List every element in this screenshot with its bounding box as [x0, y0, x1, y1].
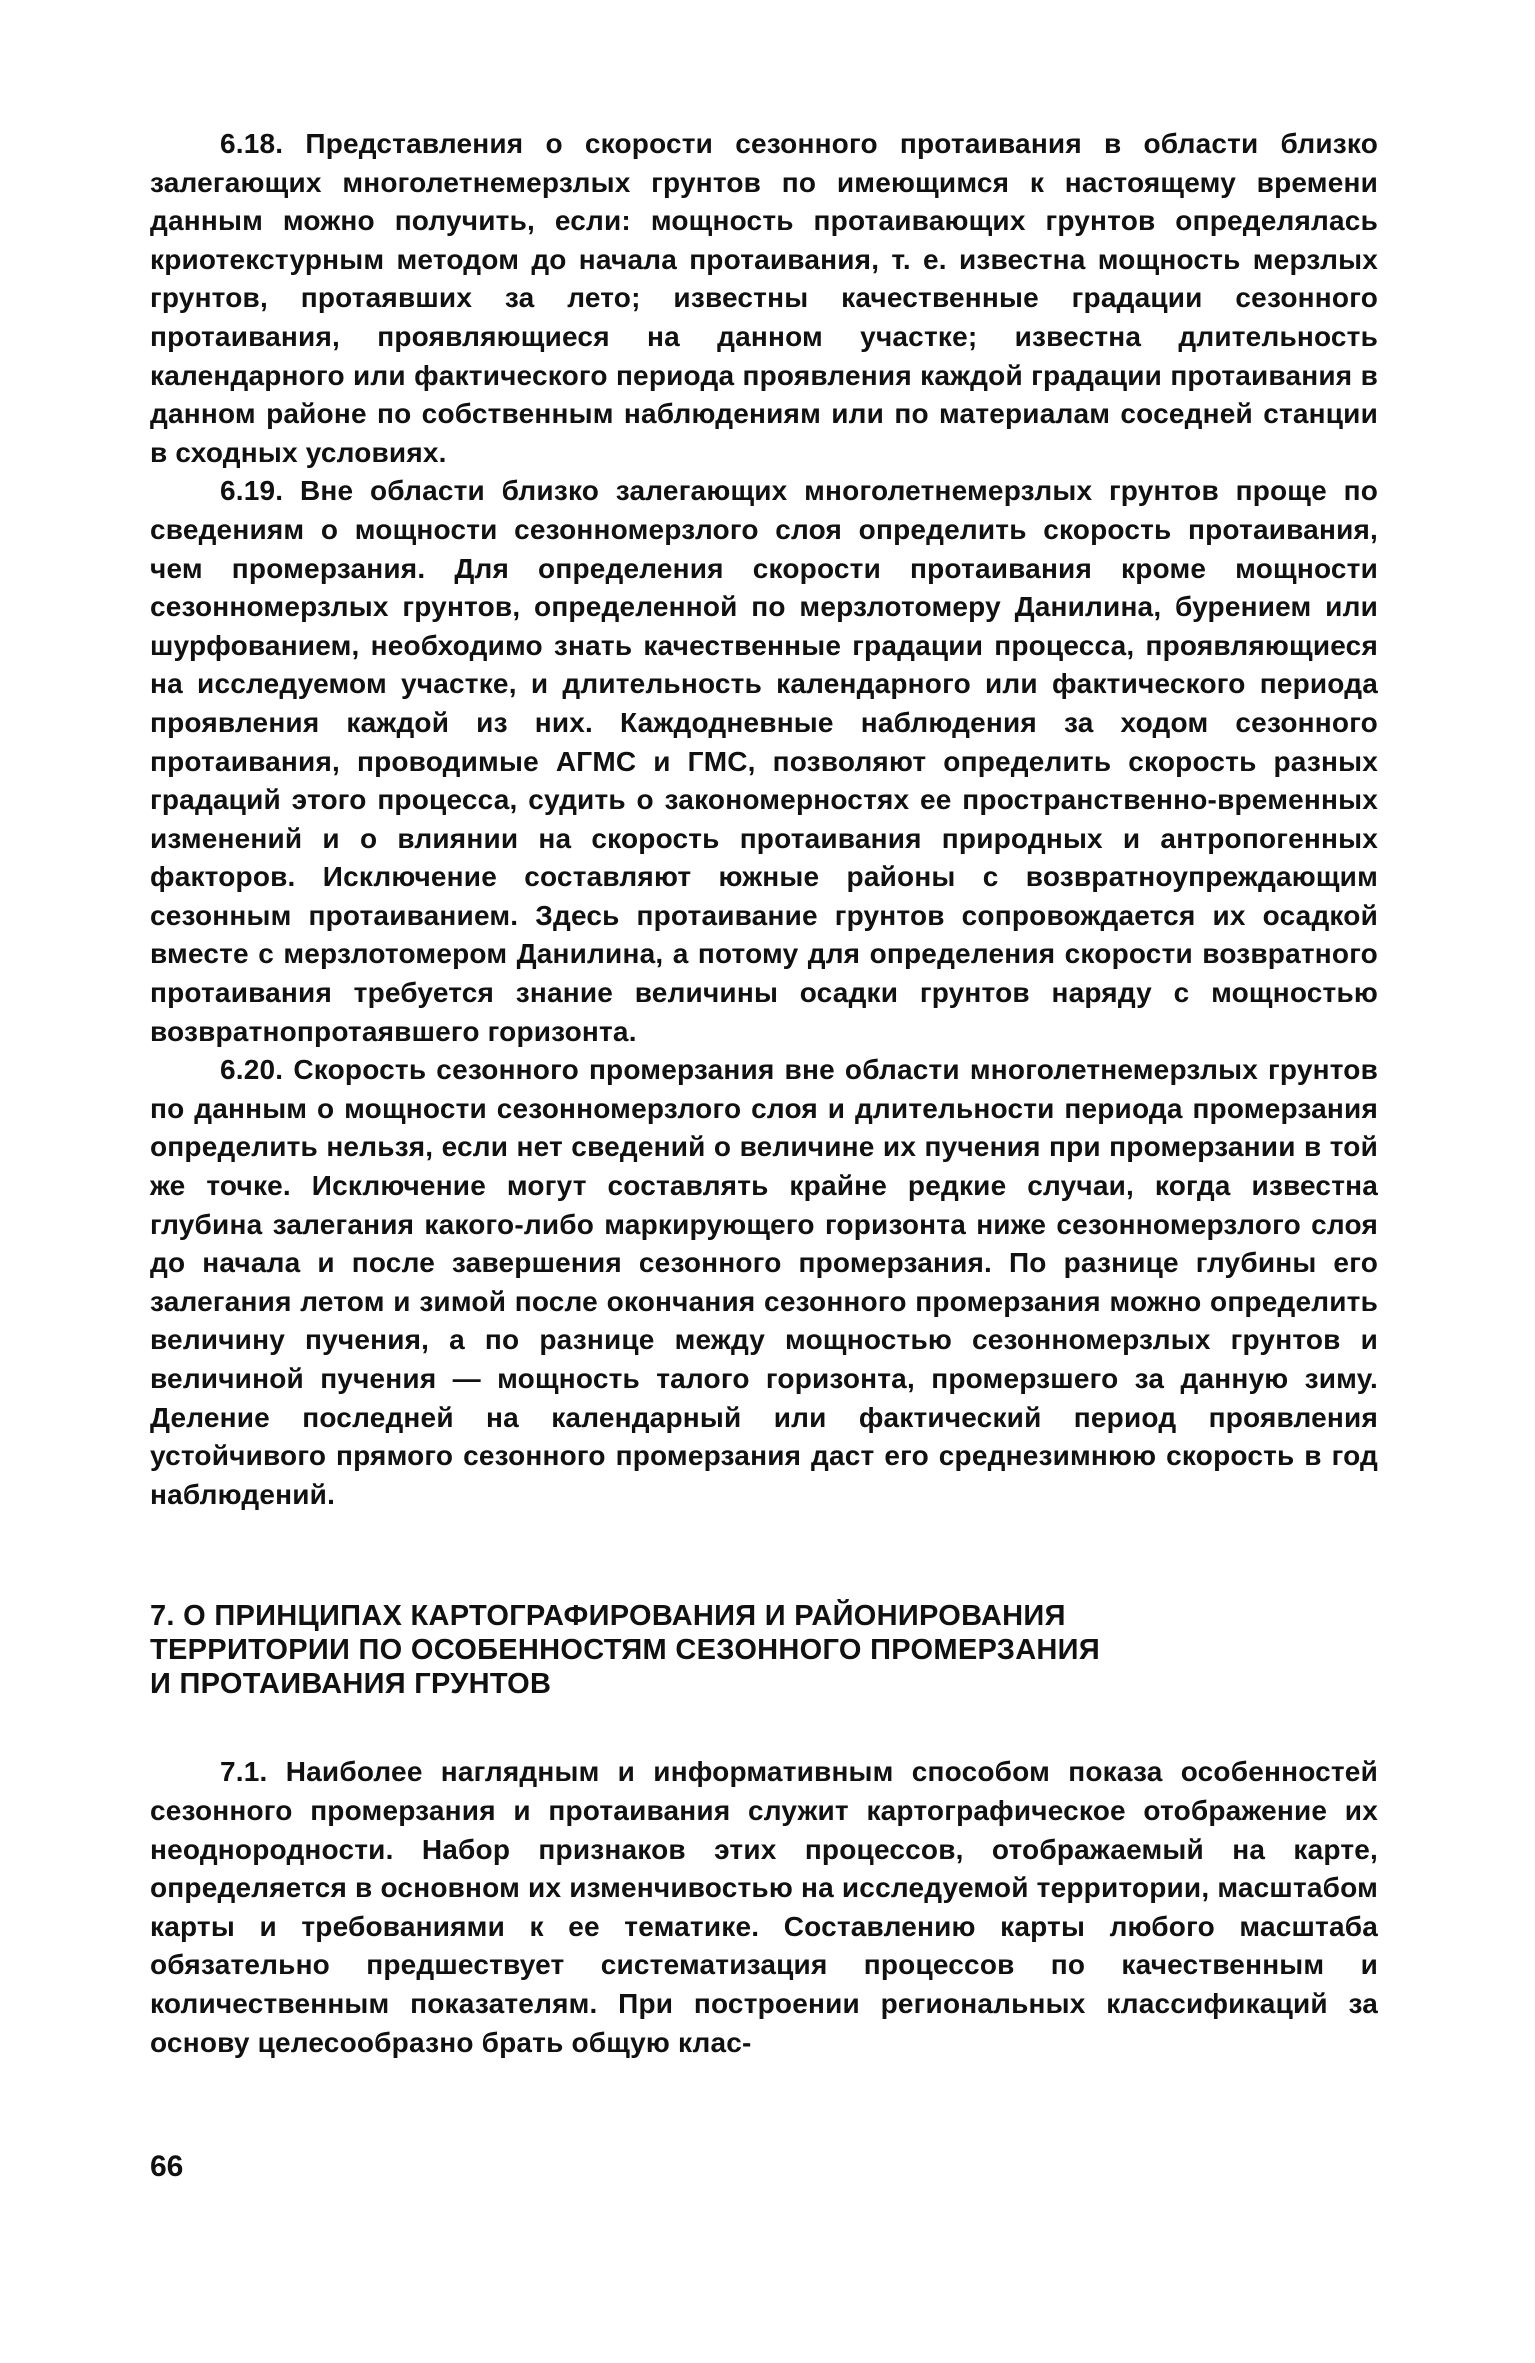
paragraph-text: Вне области близко залегающих многолетнемерзлых грунтов проще по сведениям о мощности сезонномерзлого слоя определить скорость протаивания, чем промерзания. Для определения скорости протаивания кроме мощности сезонномерзлых грунтов, определенной по мерзлотомеру Данилина, бурением или шурфованием, необходимо знать качественные градации процесса, проявляющиеся на исследуемом участке, и длительность календарного или фактического периода проявления каждой из них. Каждодневные наблюдения за ходом сезонного протаивания, проводимые АГМС и ГМС, позволяют определить скорость разных градаций этого процесса, судить о закономерностях ее пространственно-временных изменений и о влиянии на скорость протаивания природных и антропогенных факторов. Исключение составляют южные районы с возвратноупреждающим сезонным протаиванием. Здесь протаивание грунтов сопровождается их осадкой вместе с мерзлотомером Данилина, а потому для определения скорости возвратного протаивания требуется знание величины осадки грунтов наряду с мощностью возвратнопротаявшего горизонта. — [150, 475, 1379, 1047]
paragraph-6-20 — [150, 1051, 1378, 1514]
section-heading-line: ТЕРРИТОРИИ ПО ОСОБЕННОСТЯМ СЕЗОННОГО ПРОМЕРЗАНИЯ — [150, 1634, 1100, 1667]
document-page — [150, 125, 1378, 2062]
paragraph-text: Скорость сезонного промерзания вне области многолетнемерзлых грунтов по данным о мощности сезонномерзлого слоя и длительности периода промерзания определить нельзя, если нет сведений о величине их пучения при промерзании в той же точке. Исключение могут составлять крайне редкие случаи, когда известна глубина залегания какого-либо маркирующего горизонта ниже сезонномерзлого слоя до начала и после завершения сезонного промерзания. По разнице глубины его залегания летом и зимой после окончания сезонного промерзания можно определить величину пучения, а по разнице между мощностью сезонномерзлых грунтов и величиной пучения — мощность талого горизонта, промерзшего за данную зиму. Деление последней на календарный или фактический период проявления устойчивого прямого сезонного промерзания даст его среднезимнюю скорость в год наблюдений. — [150, 1054, 1378, 1510]
paragraph-6-19 — [150, 472, 1378, 1051]
paragraph-number: 6.18. — [220, 128, 284, 159]
section-heading-line: 7. О ПРИНЦИПАХ КАРТОГРАФИРОВАНИЯ И РАЙОНИРОВАНИЯ — [150, 1600, 1066, 1633]
paragraph-7-1 — [150, 1753, 1378, 2062]
page-number: 66 — [150, 2150, 184, 2183]
section-heading — [150, 1599, 1378, 1701]
paragraph-text: Представления о скорости сезонного протаивания в области близко залегающих многолетнемерзлых грунтов по имеющимся к настоящему времени данным можно получить, если: мощность протаивающих грунтов определялась криотекстурным методом до начала протаивания, т. е. известна мощность мерзлых грунтов, протаявших за лето; известны качественные градации сезонного протаивания, проявляющиеся на данном участке; известна длительность календарного или фактического периода проявления каждой градации протаивания в данном районе по собственным наблюдениям или по материалам соседней станции в сходных условиях. — [150, 128, 1378, 468]
paragraph-number: 6.19. — [220, 475, 284, 507]
paragraph-number: 6.20. — [220, 1054, 284, 1086]
paragraph-number: 7.1. — [220, 1756, 268, 1788]
paragraph-text: Наиболее наглядным и информативным способом показа особенностей сезонного промерзания и протаивания служит картографическое отображение их неоднородности. Набор признаков этих процессов, отображаемый на карте, определяется в основном их изменчивостью на исследуемой территории, масштабом карты и требованиями к ее тематике. Составлению карты любого масштаба обязательно предшествует систематизация процессов по качественным и количественным показателям. При построении региональных классификаций за основу целесообразно брать общую клас- — [150, 1756, 1378, 2058]
section-heading-line: И ПРОТАИВАНИЯ ГРУНТОВ — [150, 1668, 552, 1701]
paragraph-6-18 — [150, 125, 1378, 472]
